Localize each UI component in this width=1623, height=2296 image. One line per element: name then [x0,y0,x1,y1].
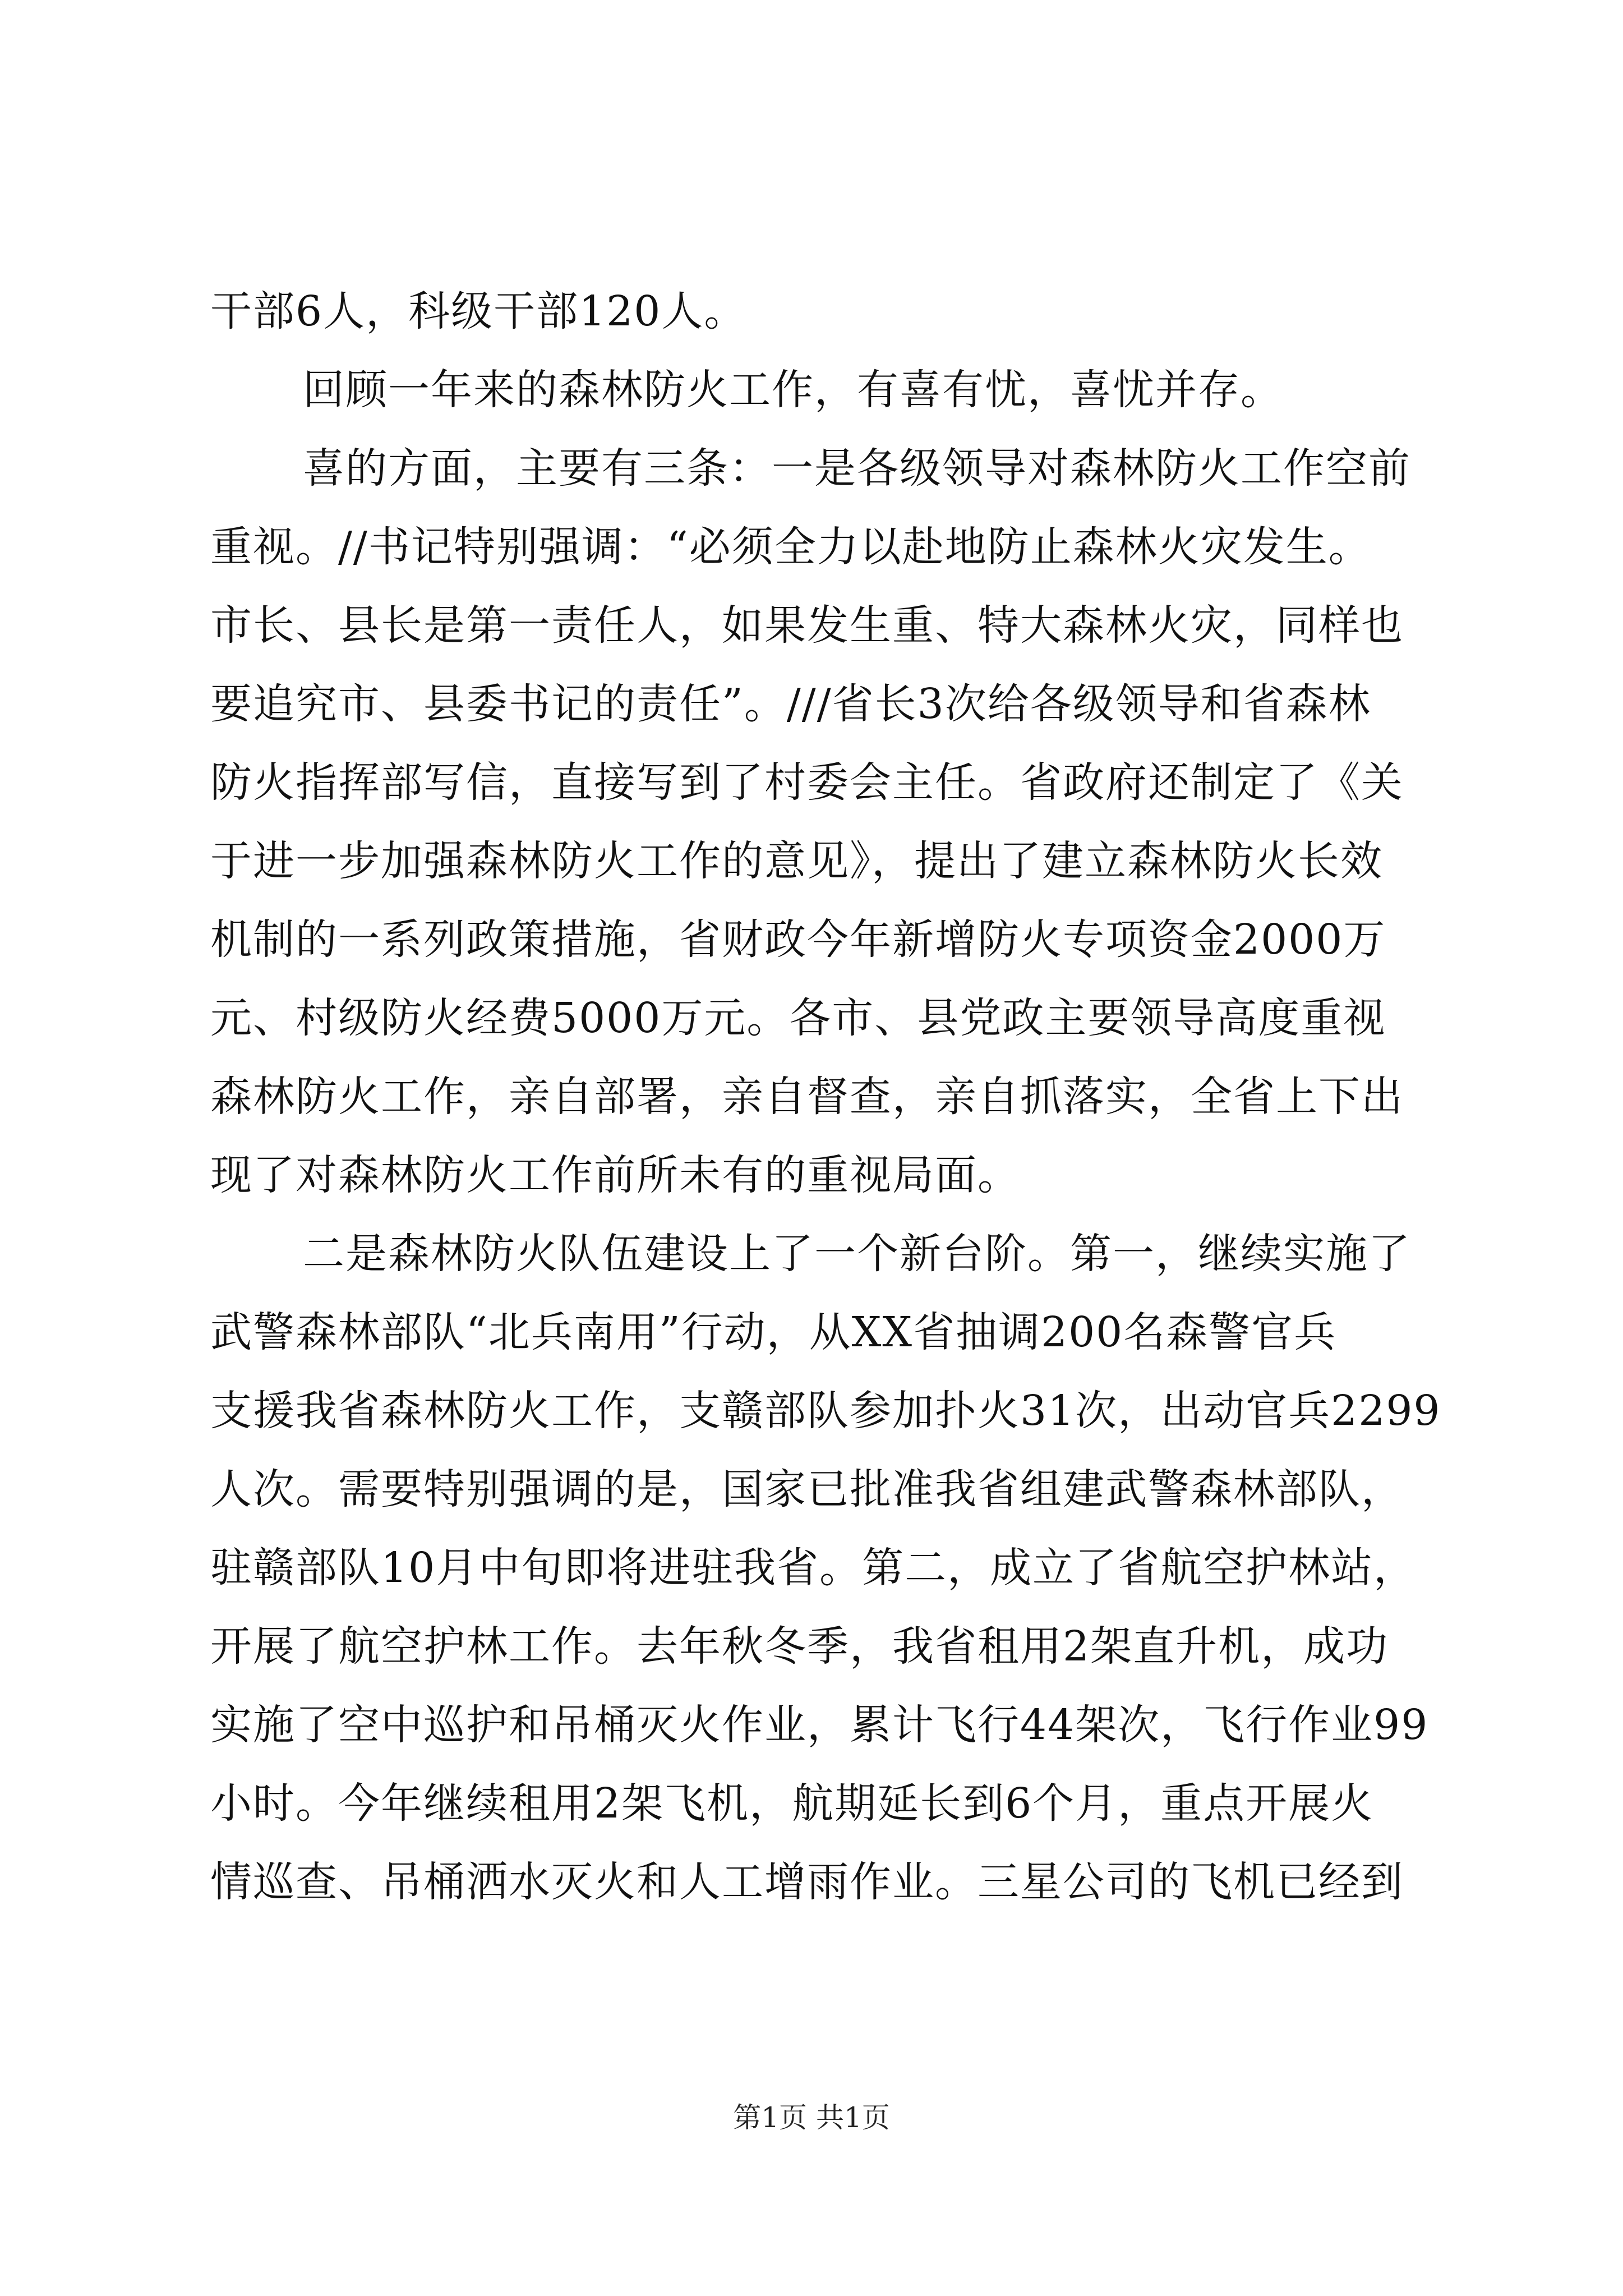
body-text-line: 防火指挥部写信，直接写到了村委会主任。省政府还制定了《关 [210,758,1404,807]
body-text-line: 支援我省森林防火工作，支赣部队参加扑火31次，出动官兵2299 [210,1387,1441,1435]
body-text-line: 现了对森林防火工作前所未有的重视局面。 [210,1151,1020,1199]
body-text-line: 小时。今年继续租用2架飞机，航期延长到6个月，重点开展火 [210,1779,1374,1828]
body-text-line: 情巡查、吊桶洒水灭火和人工增雨作业。三星公司的飞机已经到 [210,1858,1404,1906]
body-text-line: 武警森林部队“北兵南用”行动，从XX省抽调200名森警官兵 [210,1308,1337,1356]
body-text-line: 喜的方面，主要有三条：一是各级领导对森林防火工作空前 [303,444,1411,493]
body-text-line: 开展了航空护林工作。去年秋冬季，我省租用2架直升机，成功 [210,1622,1389,1671]
body-text-line: 人次。需要特别强调的是，国家已批准我省组建武警森林部队， [210,1465,1404,1513]
page-footer: 第1页 共1页 [733,2101,890,2134]
body-text-line: 元、村级防火经费5000万元。各市、县党政主要领导高度重视 [210,994,1386,1042]
body-text-line: 森林防火工作，亲自部署，亲自督查，亲自抓落实，全省上下出 [210,1073,1404,1121]
body-text-line: 要追究市、县委书记的责任”。///省长3次给各级领导和省森林 [210,680,1371,728]
body-text-line: 二是森林防火队伍建设上了一个新台阶。第一，继续实施了 [303,1230,1411,1278]
body-text-line: 于进一步加强森林防火工作的意见》，提出了建立森林防火长效 [210,837,1383,885]
body-text-line: 驻赣部队10月中旬即将进驻我省。第二，成立了省航空护林站， [210,1544,1417,1592]
body-text-line: 回顾一年来的森林防火工作，有喜有忧，喜忧并存。 [303,366,1283,414]
body-text-line: 机制的一系列政策措施，省财政今年新增防火专项资金2000万 [210,915,1386,964]
body-text-line: 重视。//书记特别强调：“必须全力以赴地防止森林火灾发生。 [210,523,1371,571]
body-text-line: 实施了空中巡护和吊桶灭火作业，累计飞行44架次，飞行作业99 [210,1701,1429,1749]
body-text-line: 市长、县长是第一责任人，如果发生重、特大森林火灾，同样也 [210,601,1404,650]
body-text-line: 干部6人，科级干部120人。 [210,287,747,335]
